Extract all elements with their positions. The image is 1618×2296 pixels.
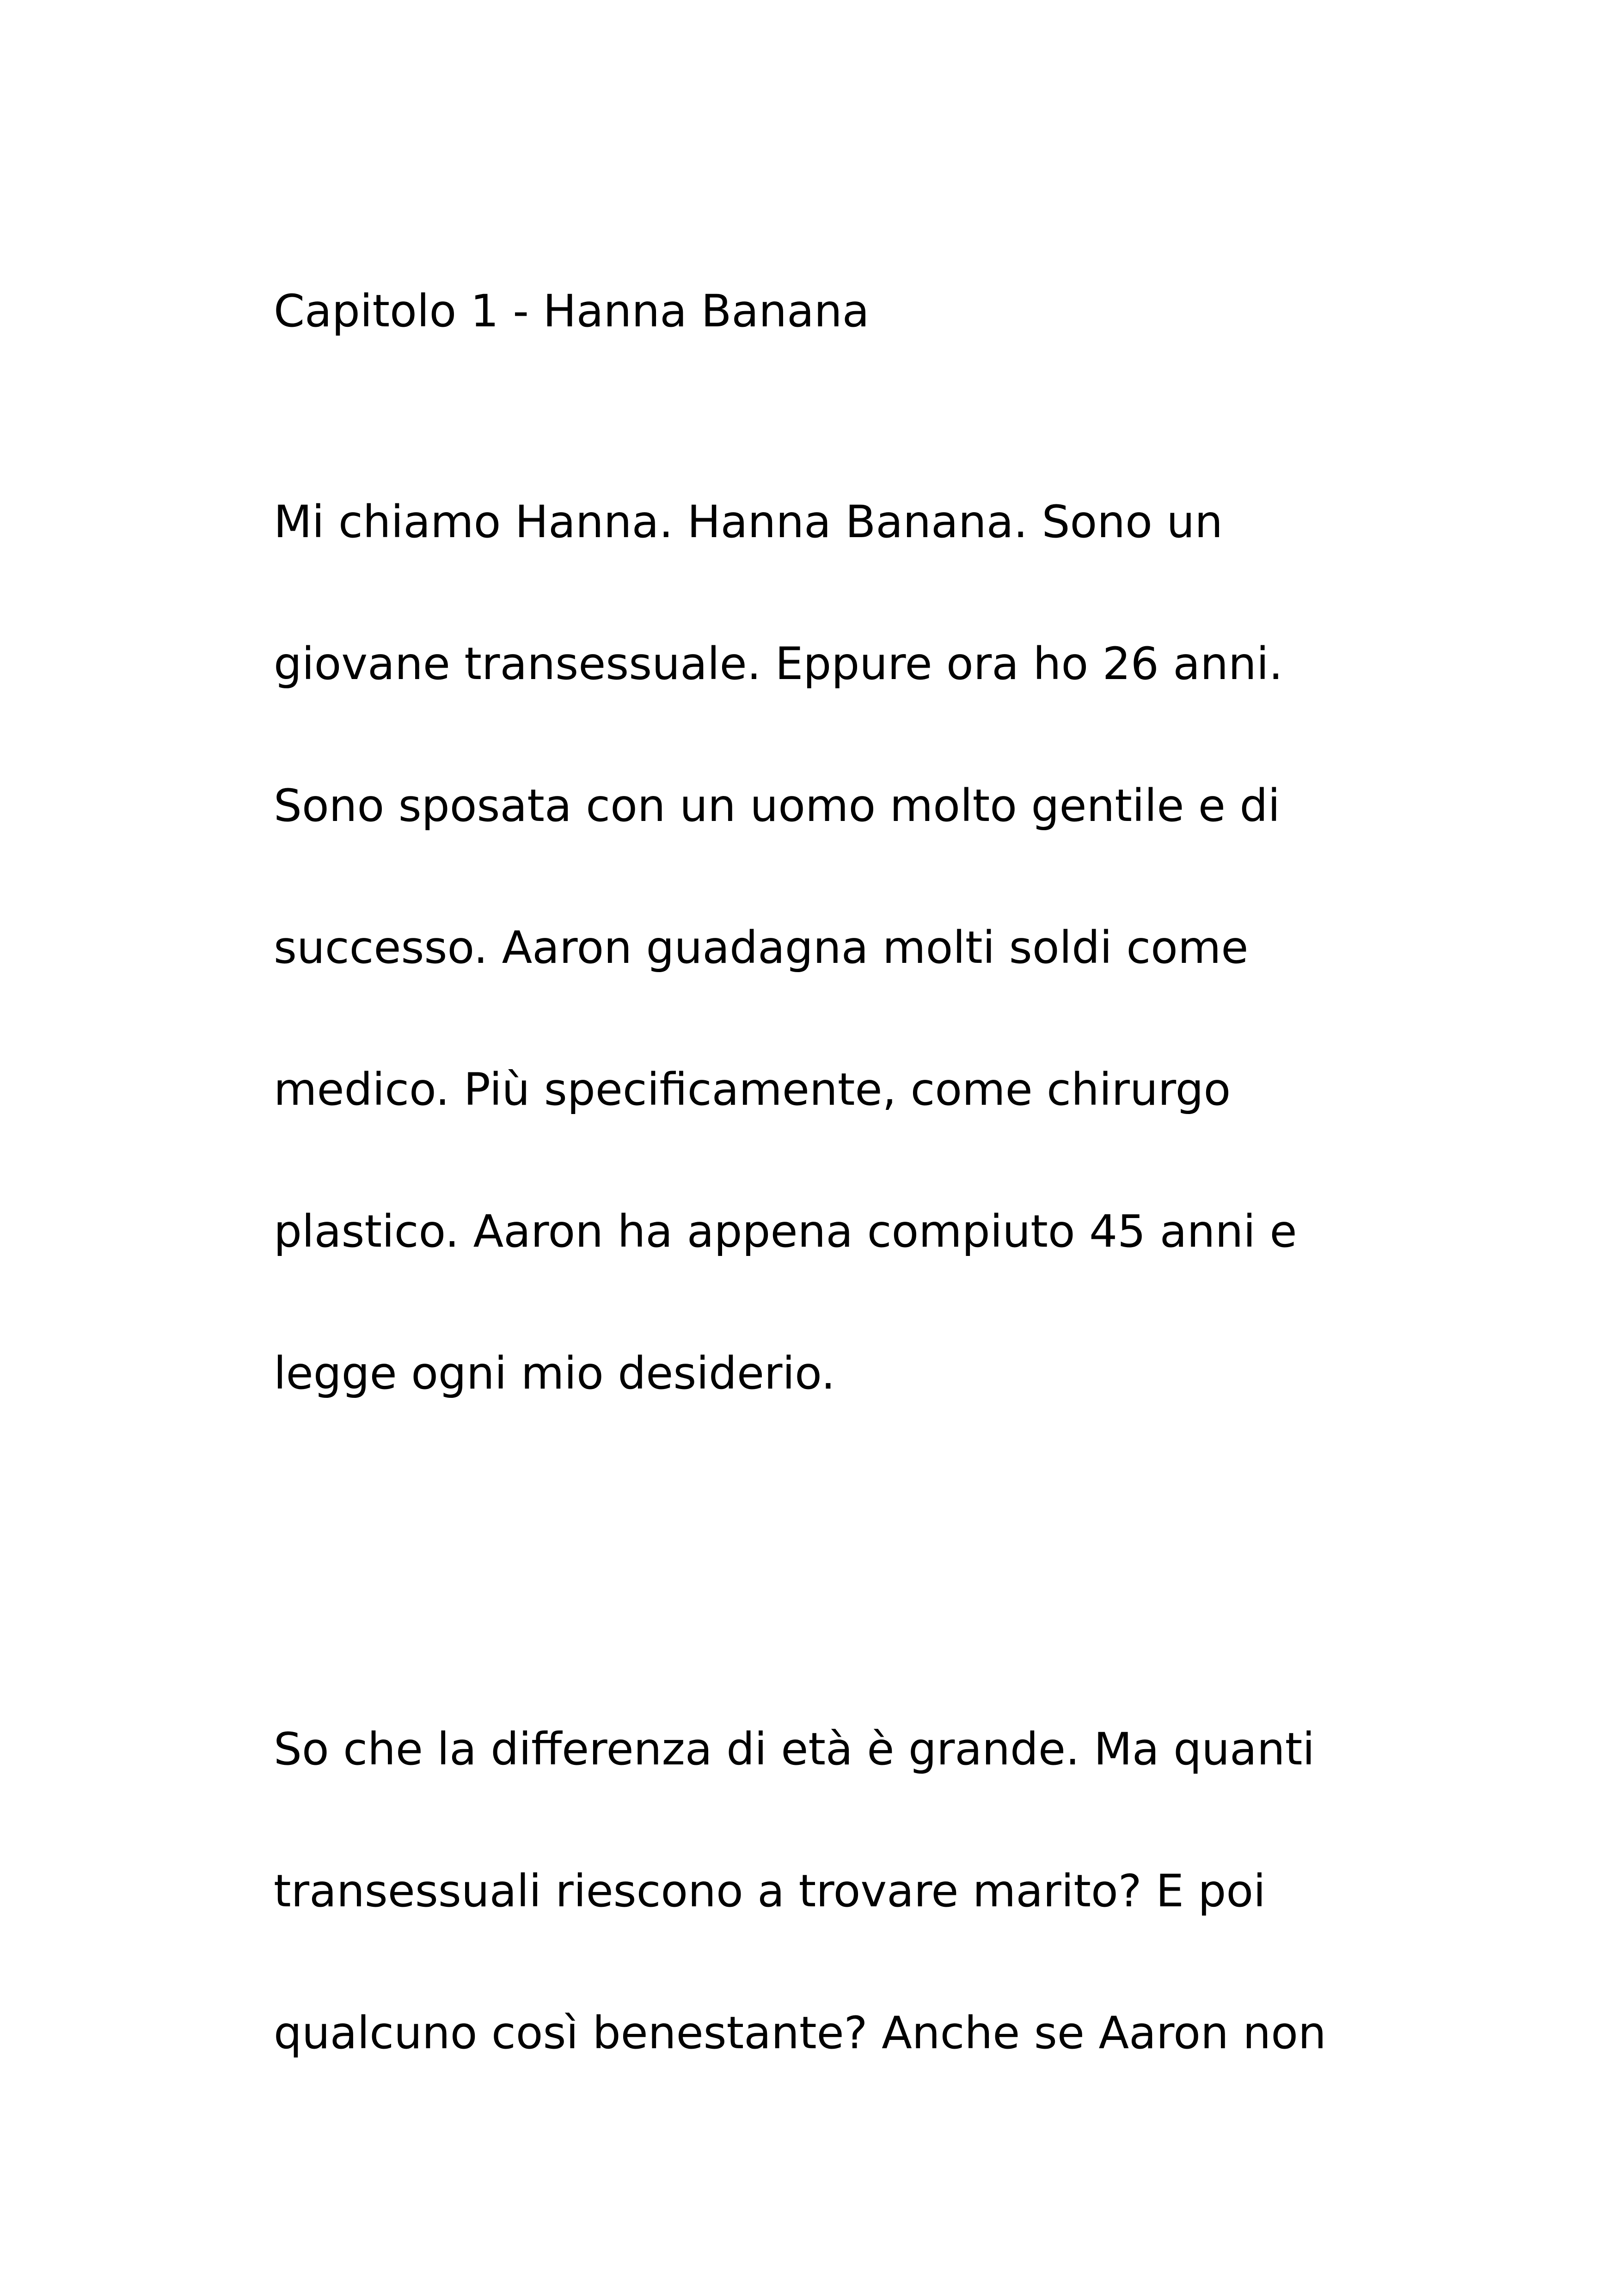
text-line: transessuali riescono a trovare marito? E poi <box>274 1865 1266 1917</box>
text-line: successo. Aaron guadagna molti soldi come <box>274 922 1249 974</box>
text-line: Mi chiamo Hanna. Hanna Banana. Sono un <box>274 496 1223 548</box>
chapter-title: Capitolo 1 - Hanna Banana <box>274 285 870 337</box>
text-line: So che la differenza di età è grande. Ma quanti <box>274 1723 1315 1775</box>
text-line: qualcuno così benestante? Anche se Aaron non <box>274 2007 1326 2059</box>
text-line: plastico. Aaron ha appena compiuto 45 anni e <box>274 1206 1297 1257</box>
text-line: Sono sposata con un uomo molto gentile e di <box>274 780 1281 832</box>
paragraph <box>274 1678 1326 2104</box>
text-line: medico. Più specificamente, come chirurgo <box>274 1064 1231 1115</box>
text-line: legge ogni mio desiderio. <box>274 1347 835 1399</box>
paragraph <box>274 451 1297 1445</box>
text-line: giovane transessuale. Eppure ora ho 26 anni. <box>274 638 1283 690</box>
